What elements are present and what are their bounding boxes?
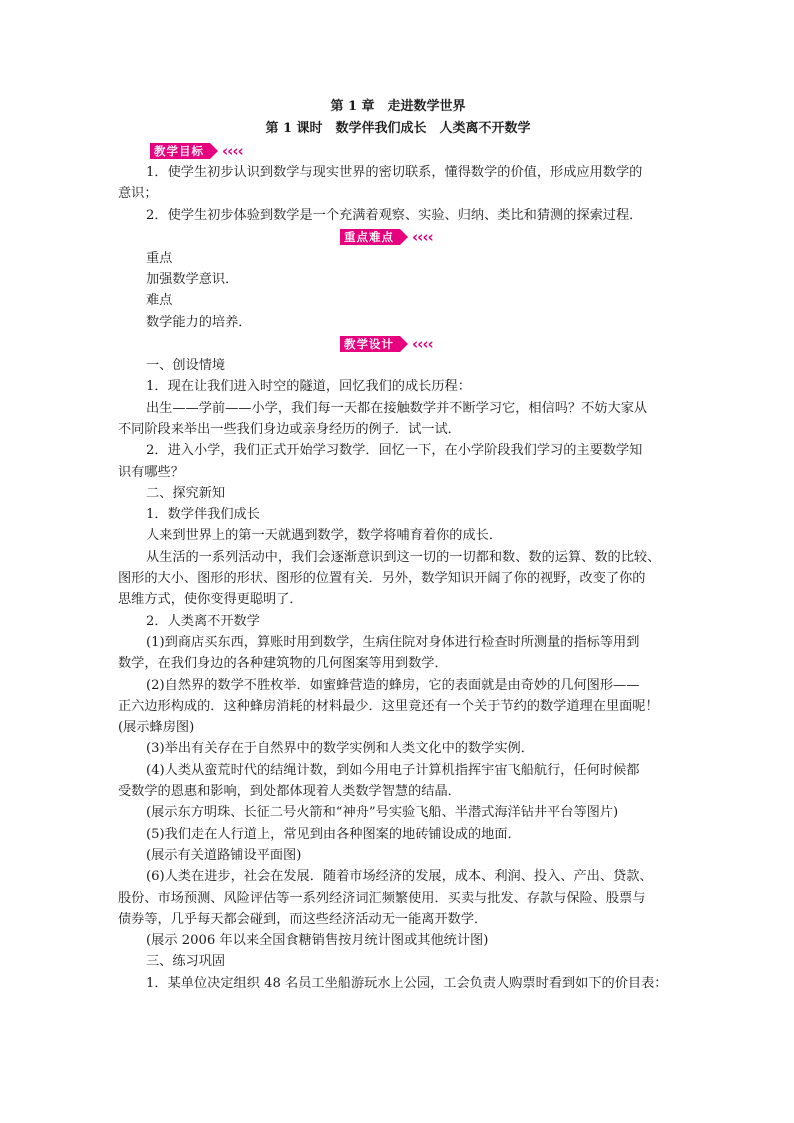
text-line: (展示东方明珠、长征二号火箭和“神舟”号实验飞船、半潜式海洋钻井平台等图片)	[146, 805, 619, 821]
text-line: 股份、市场预测、风险评估等一系列经济词汇频繁使用．买卖与批发、存款与保险、股票与	[118, 890, 646, 906]
section-banner-key-points-row	[118, 226, 678, 248]
text-line: 人来到世界上的第一天就遇到数学，数学将哺育着你的成长．	[146, 528, 503, 544]
text-line: 2．进入小学，我们正式开始学习数学．回忆一下，在小学阶段我们学习的主要数学知	[146, 443, 643, 459]
text-line: 正六边形构成的．这种蜂房消耗的材料最少．这里竟还有一个关于节约的数学道理在里面呢！	[118, 698, 659, 714]
text-line: 2．使学生初步体验到数学是一个充满着观察、实验、归纳、类比和猜测的探索过程．	[146, 207, 643, 223]
text-line: (4)人类从蛮荒时代的结绳计数，到如今用电子计算机指挥宇宙飞船航行，任何时候都	[146, 762, 640, 778]
text-line: 意识；	[118, 186, 158, 202]
banner-label: 重点难点	[340, 229, 400, 245]
chapter-title: 第 1 章 走进数学世界	[330, 99, 466, 114]
section-banner-goals-row	[118, 140, 678, 162]
section-banner-goals	[150, 143, 243, 159]
section-banner-design-row	[118, 333, 678, 355]
banner-label: 教学设计	[340, 336, 400, 352]
text-line: 1．数学伴我们成长	[146, 507, 260, 523]
lesson-title: 第 1 课时 数学伴我们成长 人类离不开数学	[265, 121, 531, 136]
text-line: 1．某单位决定组织 48 名员工坐船游玩水上公园，工会负责人购票时看到如下的价目表：	[146, 975, 668, 991]
text-line: 数学，在我们身边的各种建筑物的几何图案等用到数学．	[118, 656, 448, 672]
section-banner-design	[340, 336, 433, 352]
text-line: 数学能力的培养．	[146, 314, 252, 330]
text-line: (6)人类在进步，社会在发展．随着市场经济的发展，成本、利润、投入、产出、贷款、	[146, 869, 653, 885]
text-line: 一、创设情境	[146, 358, 226, 374]
text-line: 难点	[146, 293, 173, 309]
text-line: 出生——学前——小学，我们每一天都在接触数学并不断学习它，相信吗？不妨大家从	[146, 400, 648, 416]
chevron-left-icon: ‹‹‹‹	[222, 142, 243, 160]
text-line: 思维方式，使你变得更聪明了．	[118, 592, 303, 608]
text-line: (1)到商店买东西，算账时用到数学，生病住院对身体进行检查时所测量的指标等用到	[146, 634, 640, 650]
text-line: 1．现在让我们进入时空的隧道，回忆我们的成长历程：	[146, 379, 471, 395]
text-line: (2)自然界的数学不胜枚举．如蜜蜂营造的蜂房，它的表面就是由奇妙的几何图形——	[146, 677, 640, 693]
document-page	[118, 96, 678, 994]
text-line: 不同阶段来举出一些我们身边或亲身经历的例子．试一试．	[118, 421, 461, 437]
text-line: 识有哪些？	[118, 464, 184, 480]
chevron-left-icon: ‹‹‹‹	[412, 335, 433, 354]
text-line: (展示 2006 年以来全国食糖销售按月统计图或其他统计图)	[146, 933, 489, 949]
text-line: 债券等，几乎每天都会碰到，而这些经济活动无一能离开数学．	[118, 911, 488, 927]
text-line: 三、练习巩固	[146, 954, 226, 970]
text-line: 重点	[146, 250, 173, 266]
text-line: (展示有关道路铺设平面图)	[146, 847, 302, 863]
text-line: (5)我们走在人行道上，常见到由各种图案的地砖铺设成的地面．	[146, 826, 521, 842]
chevron-left-icon: ‹‹‹‹	[412, 227, 433, 246]
text-line: 从生活的一系列活动中，我们会逐渐意识到这一切的一切都和数、数的运算、数的比较、	[146, 549, 661, 565]
section-banner-key-points	[340, 229, 433, 245]
text-line: 加强数学意识．	[146, 272, 239, 288]
text-line: (3)举出有关存在于自然界中的数学实例和人类文化中的数学实例．	[146, 741, 534, 757]
text-line: 图形的大小、图形的形状、图形的位置有关．另外，数学知识开阔了你的视野，改变了你的	[118, 571, 646, 587]
text-line: 受数学的恩惠和影响，到处都体现着人类数学智慧的结晶．	[118, 784, 461, 800]
text-line: 二、探究新知	[146, 485, 226, 501]
banner-label: 教学目标	[150, 143, 210, 159]
text-line: 1．使学生初步认识到数学与现实世界的密切联系，懂得数学的价值，形成应用数学的	[146, 165, 643, 180]
text-line: (展示蜂房图)	[118, 720, 195, 736]
text-line: 2．人类离不开数学	[146, 613, 260, 629]
